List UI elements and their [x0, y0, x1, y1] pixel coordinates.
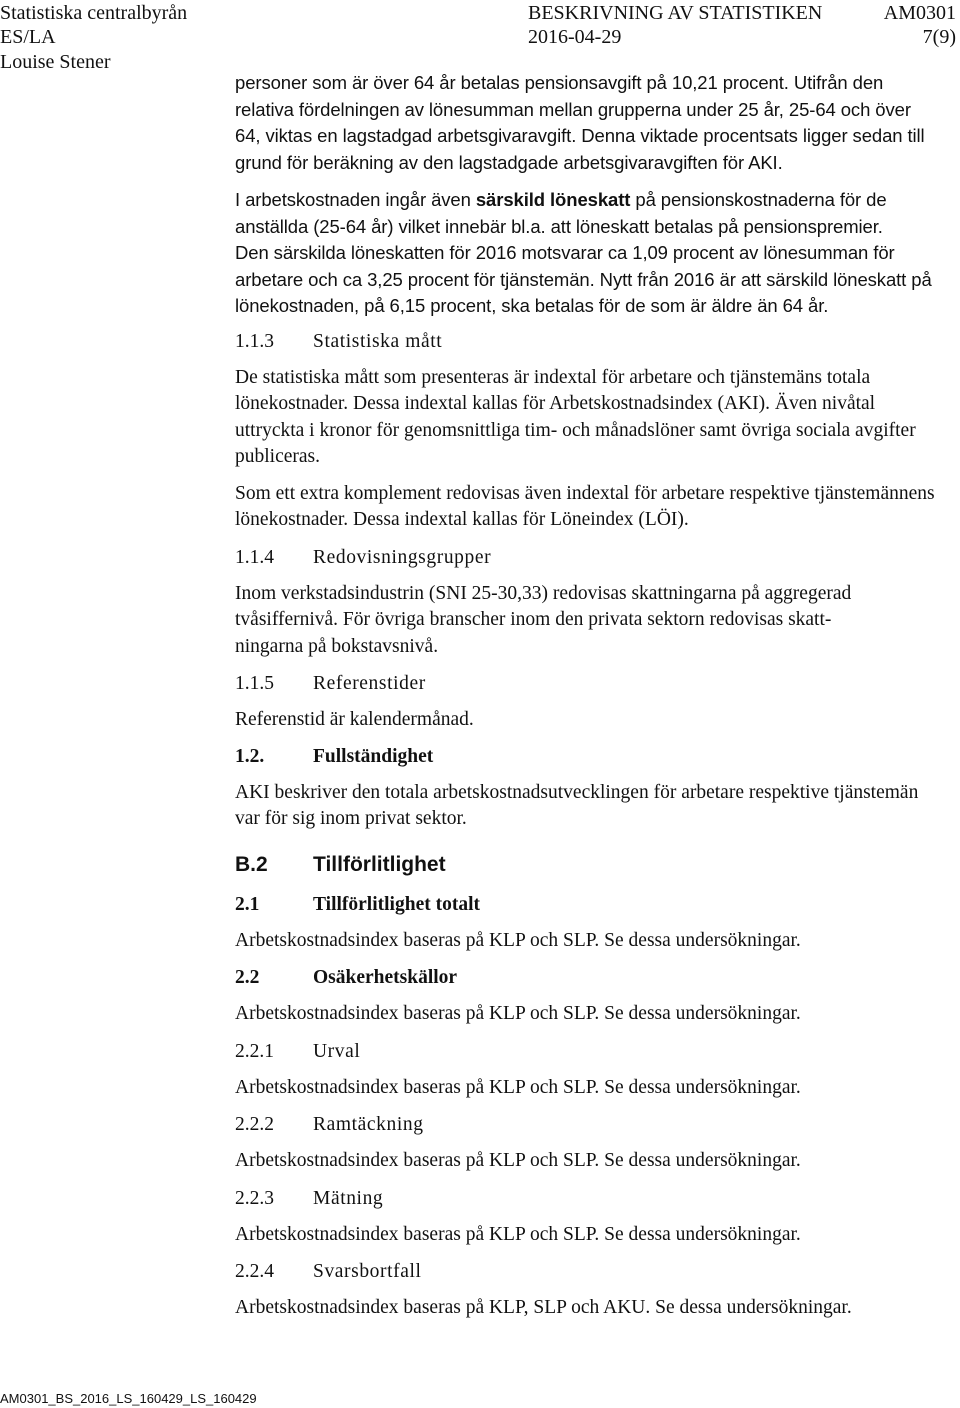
heading-title: Tillförlitlighet: [313, 852, 446, 876]
paragraph-groups: [235, 581, 936, 661]
heading-number: 2.2: [235, 967, 260, 988]
heading-number: 1.1.3: [235, 330, 274, 352]
header-code: AM0301: [883, 2, 956, 24]
paragraph-sample: Arbetskostnadsindex baseras på KLP och SLP. Se dessa undersökningar.: [235, 1076, 801, 1098]
special-tax-pre: I arbetskostnaden ingår även: [235, 189, 476, 210]
heading-title: Svarsbortfall: [313, 1261, 422, 1282]
heading-title: Statistiska mått: [313, 330, 443, 352]
heading-1-1-4: [235, 545, 936, 571]
header-dept: ES/LA: [0, 26, 56, 48]
groups-line-1: Inom verkstadsindustrin (SNI 25-30,33) redovisas skattningarna på aggregerad: [235, 582, 852, 604]
paragraph-complement: Som ett extra komplement redovisas även indextal för arbetare respektive tjänstemännens lönekostnader. Dessa indextal kallas för Löneindex (LÖI).: [235, 482, 935, 530]
heading-title: Urval: [313, 1040, 361, 1062]
paragraph-reference-time: Referenstid är kalendermånad.: [235, 709, 474, 730]
paragraph-measures: De statistiska mått som presenteras är indextal för arbetare och tjänstemäns totala lönekostnader. Dessa indextal kallas för Arbetskostnadsindex (AKI). Även nivåtal uttryckta i kronor för genomsnittliga tim- och månadslöner samt övriga sociala avgifter publiceras.: [235, 366, 916, 467]
paragraph-nonresponse: Arbetskostnadsindex baseras på KLP, SLP och AKU. Se dessa undersökningar.: [235, 1297, 852, 1318]
paragraph-pension: [235, 70, 936, 176]
paragraph-tax-2016: Den särskilda löneskatten för 2016 motsvarar ca 1,09 procent av lönesumman för arbetare och ca 3,25 procent för tjänstemän. Nytt från 2016 är att särskild löneskatt på lönekostnaden, på 6,15 procent, ska betalas för de som är äldre än 64 år.: [235, 242, 932, 316]
heading-title: Osäkerhetskällor: [313, 967, 458, 988]
heading-title: Ramtäckning: [313, 1114, 424, 1135]
heading-2-2-4: [235, 1259, 936, 1285]
paragraph-completeness: AKI beskriver den totala arbetskostnadsutvecklingen för arbetare respektive tjänstemän var för sig inom privat sektor.: [235, 781, 919, 829]
paragraph-reliability: Arbetskostnadsindex baseras på KLP och SLP. Se dessa undersökningar.: [235, 929, 801, 951]
header-doc-type: BESKRIVNING AV STATISTIKEN: [528, 2, 823, 24]
header-date: 2016-04-29: [528, 26, 622, 48]
heading-1-1-5: [235, 671, 936, 697]
heading-number: 2.2.4: [235, 1261, 274, 1282]
footer-file-id: AM0301_BS_2016_LS_160429_LS_160429: [0, 1391, 257, 1406]
groups-line-3: ningarna på bokstavsnivå.: [235, 635, 439, 657]
header-page-number: 7(9): [922, 26, 956, 48]
paragraph-coverage: Arbetskostnadsindex baseras på KLP och SLP. Se dessa undersökningar.: [235, 1150, 801, 1171]
heading-1-1-3: [235, 329, 936, 355]
heading-number: 1.2.: [235, 745, 265, 767]
heading-title: Mätning: [313, 1187, 384, 1209]
groups-line-2: tvåsiffernivå. För övriga branscher inom den privata sektorn redovisas skatt-: [235, 609, 832, 630]
heading-number: 1.1.5: [235, 673, 274, 694]
heading-number: 2.2.2: [235, 1114, 274, 1135]
special-tax-post: på pensionskostnaderna för de anställda (25-64 år) vilket innebär bl.a. att löneskatt betalas på pensionspremier.: [235, 189, 887, 237]
special-tax-term: särskild löneskatt: [475, 189, 631, 210]
heading-title: Tillförlitlighet totalt: [313, 893, 480, 915]
heading-2-1: [235, 892, 936, 918]
header-org: Statistiska centralbyrån: [0, 2, 188, 24]
heading-title: Referenstider: [313, 673, 426, 694]
heading-number: B.2: [235, 852, 268, 876]
heading-number: 1.1.4: [235, 546, 274, 568]
heading-2-2-2: [235, 1112, 936, 1138]
paragraph-special-tax: [235, 187, 936, 240]
paragraph-uncertainty: Arbetskostnadsindex baseras på KLP och SLP. Se dessa undersökningar.: [235, 1003, 801, 1024]
heading-number: 2.2.3: [235, 1187, 274, 1209]
heading-b-2: [235, 851, 936, 879]
header-author: Louise Stener: [0, 51, 111, 73]
heading-1-2: [235, 744, 936, 770]
heading-number: 2.1: [235, 893, 260, 915]
heading-2-2-3: [235, 1186, 936, 1212]
paragraph-measurement: Arbetskostnadsindex baseras på KLP och SLP. Se dessa undersökningar.: [235, 1223, 801, 1245]
document-body: [235, 70, 936, 1322]
heading-title: Fullständighet: [313, 745, 434, 767]
heading-2-2-1: [235, 1039, 936, 1065]
paragraph-pension-a: personer som är över 64 år betalas pensionsavgift på 10,21 procent. Utifrån den relativa fördelningen av lönesumman mellan grupperna under 25 år, 25-64 och över 64, viktas en lagstadgad arbetsgivaravgift.: [235, 72, 911, 146]
heading-number: 2.2.1: [235, 1040, 274, 1062]
heading-2-2: [235, 965, 936, 991]
heading-title: Redovisningsgrupper: [313, 546, 492, 568]
paragraph-pension-b: Denna viktade procentsats ligger sedan till grund för beräkning av den lagstadgade arbetsgivaravgiften för AKI.: [235, 125, 925, 173]
